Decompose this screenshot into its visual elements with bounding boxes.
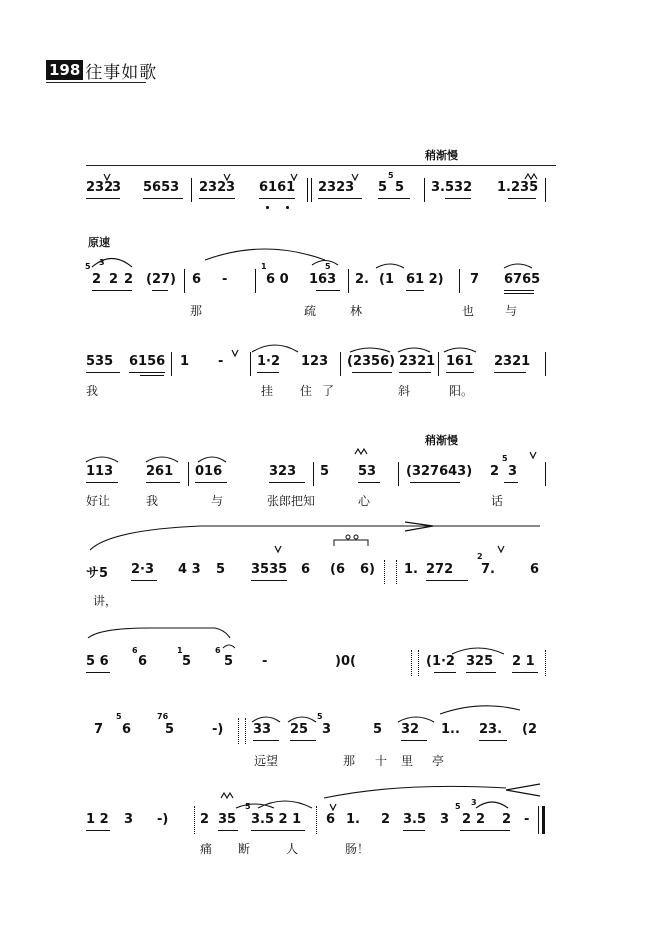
underline <box>290 740 316 741</box>
note-group: (6 <box>330 562 345 577</box>
barline <box>311 178 312 202</box>
lyric: 我 <box>86 384 99 398</box>
underline <box>140 375 164 376</box>
lyric: 亭 <box>432 754 445 768</box>
barline <box>316 806 317 834</box>
underline <box>269 482 305 483</box>
underline <box>358 482 380 483</box>
underline <box>146 482 180 483</box>
grace-note: 2 <box>477 552 483 561</box>
note-group: 5 6 <box>86 654 109 669</box>
tempo-mark: 稍渐慢 <box>425 149 458 162</box>
grace-note: 5 <box>85 262 91 271</box>
note-group: 5 <box>395 180 405 195</box>
note-group: 6 <box>301 562 311 577</box>
note-group: -) <box>212 722 224 737</box>
barline <box>418 650 419 676</box>
grace-note: 1 <box>177 646 183 655</box>
note-group: 3.5 <box>403 812 427 827</box>
underline <box>410 482 460 483</box>
note-group: 7. <box>481 562 495 577</box>
note-group: 2 <box>200 812 210 827</box>
note-group: 1 <box>180 354 190 369</box>
grace-note: 5 <box>245 802 251 811</box>
note-group: 3 <box>440 812 450 827</box>
lyric: 挂 <box>261 384 274 398</box>
page-header <box>46 59 157 81</box>
note-group: 2 <box>490 464 500 479</box>
note-group: 535 <box>86 354 114 369</box>
underline <box>466 672 496 673</box>
note-group: 323 <box>269 464 297 479</box>
note-group: 6) <box>360 562 375 577</box>
underline <box>508 198 536 199</box>
note-group: 6156 <box>129 354 166 369</box>
note-group: 4 3 <box>178 562 201 577</box>
barline <box>194 806 195 834</box>
note-group: 61 2) <box>406 272 444 287</box>
note-group: 5 <box>373 722 383 737</box>
note-group: 2323 <box>318 180 355 195</box>
lyric: 了 <box>322 384 335 398</box>
score-line-8 <box>0 768 655 938</box>
note-group: 35 <box>218 812 237 827</box>
lyric: 心 <box>358 494 371 508</box>
barline <box>245 718 246 744</box>
note-group: - <box>262 654 268 669</box>
lyric: 那 <box>343 754 356 768</box>
note-group: 113 <box>86 464 114 479</box>
note-group: 325 <box>466 654 494 669</box>
note-group: 1.235 <box>497 180 539 195</box>
note-group: 6 <box>530 562 540 577</box>
note-group: 1·2 <box>257 354 281 369</box>
lyric: 好让 <box>86 494 111 508</box>
header-rule <box>46 82 146 83</box>
lyric: 十 <box>375 754 388 768</box>
barline <box>255 269 256 293</box>
underline <box>253 740 279 741</box>
note-group: -) <box>157 812 169 827</box>
barline <box>545 352 546 376</box>
note-group: (327643) <box>406 464 473 479</box>
grace-note: 5 <box>317 712 323 721</box>
underline <box>494 372 526 373</box>
grace-note: 5 <box>455 802 461 811</box>
octave-dot <box>286 206 289 209</box>
note-group: - <box>218 354 224 369</box>
barline <box>250 352 251 376</box>
barline <box>459 269 460 293</box>
note-group: 2·3 <box>131 562 155 577</box>
grace-note: 1 <box>261 262 267 271</box>
page-number: 198 <box>46 60 83 80</box>
note-group: 2 <box>502 812 512 827</box>
lyric: 话 <box>491 494 504 508</box>
note-group: 3 <box>124 812 134 827</box>
underline <box>131 580 157 581</box>
note-group: 6 <box>192 272 202 287</box>
barline <box>348 269 349 293</box>
underline <box>251 580 287 581</box>
underline <box>259 198 295 199</box>
note-group: 161 <box>446 354 474 369</box>
barline <box>238 718 239 744</box>
underline <box>504 290 534 291</box>
underline <box>479 740 507 741</box>
lyric: 断 <box>238 842 251 856</box>
note-group: 2 <box>381 812 391 827</box>
book-title: 往事如歌 <box>85 62 158 83</box>
underline <box>445 198 471 199</box>
underline <box>406 290 424 291</box>
underline <box>401 740 427 741</box>
note-group: 6 <box>138 654 148 669</box>
note-group: 3535 <box>251 562 288 577</box>
lyric: 阳。 <box>449 384 474 398</box>
underline <box>129 372 165 373</box>
grace-note: 5 <box>116 712 122 721</box>
phrase-marks <box>0 430 655 490</box>
note-group: 2 <box>476 812 486 827</box>
barline <box>384 560 385 584</box>
note-group: - <box>222 272 228 287</box>
tempo-mark: 稍渐慢 <box>425 434 458 447</box>
underline <box>352 372 392 373</box>
underline <box>195 482 227 483</box>
note-group: 5 <box>378 180 388 195</box>
underline <box>86 482 118 483</box>
note-group: 7 <box>470 272 480 287</box>
note-group: 25 <box>290 722 309 737</box>
underline <box>86 672 110 673</box>
grace-note: 6 <box>132 646 138 655</box>
underline <box>92 290 132 291</box>
barline <box>184 269 185 293</box>
lyric: 讲， <box>93 594 118 608</box>
note-group: 261 <box>146 464 174 479</box>
barline <box>438 352 439 376</box>
octave-dot <box>266 206 269 209</box>
lyric: 肠！ <box>345 842 370 856</box>
underline <box>446 372 474 373</box>
note-group: 3 <box>112 180 122 195</box>
grace-note: 6 <box>215 646 221 655</box>
note-group: 1. <box>346 812 360 827</box>
note-group: 23. <box>479 722 503 737</box>
note-group: 123 <box>301 354 329 369</box>
note-group: 33 <box>253 722 272 737</box>
grace-note: 76 <box>157 712 169 721</box>
lyric: 与 <box>505 304 518 318</box>
barline <box>188 462 189 486</box>
final-barline <box>538 806 539 834</box>
note-group: 1 2 <box>86 812 109 827</box>
note-group: サ5 <box>86 566 109 581</box>
underline <box>434 672 456 673</box>
tempo-mark: 原速 <box>88 236 110 249</box>
note-group: 6 <box>326 812 336 827</box>
note-group: 2 1 <box>512 654 535 669</box>
lyric: 林 <box>350 304 363 318</box>
underline <box>143 198 183 199</box>
note-group: (1 <box>379 272 394 287</box>
underline <box>86 198 120 199</box>
barline <box>340 352 341 376</box>
note-group: 3.532 <box>431 180 473 195</box>
underline <box>504 293 534 294</box>
grace-note: 3 <box>99 258 105 267</box>
note-group: 2 <box>109 272 119 287</box>
note-group: 5653 <box>143 180 180 195</box>
underline <box>426 580 468 581</box>
note-group: 5 <box>165 722 175 737</box>
barline <box>398 462 399 486</box>
note-group: 53 <box>358 464 377 479</box>
underline <box>399 372 431 373</box>
note-group: (2 <box>522 722 537 737</box>
note-group: - <box>524 812 530 827</box>
note-group: 1. <box>404 562 418 577</box>
note-group: 016 <box>195 464 223 479</box>
note-group: 5 <box>320 464 330 479</box>
barline <box>171 352 172 376</box>
note-group: 3 <box>508 464 518 479</box>
barline <box>545 462 546 486</box>
note-group: (1·2 <box>426 654 455 669</box>
note-group: 232 <box>86 180 114 195</box>
note-group: 6765 <box>504 272 541 287</box>
lyric: 远望 <box>254 754 279 768</box>
underline <box>86 372 120 373</box>
note-group: (27) <box>146 272 176 287</box>
note-group: 2321 <box>399 354 436 369</box>
underline <box>86 830 110 831</box>
grace-note: 3 <box>471 798 477 807</box>
note-group: 3 <box>226 180 236 195</box>
underline <box>316 290 340 291</box>
grace-note: 5 <box>502 454 508 463</box>
underline <box>512 672 538 673</box>
lyric: 我 <box>146 494 159 508</box>
lyric: 里 <box>401 754 414 768</box>
lyric: 疏 <box>304 304 317 318</box>
barline <box>545 178 546 202</box>
note-group: (2356) <box>347 354 396 369</box>
note-group: 7 <box>94 722 104 737</box>
underline <box>460 830 510 831</box>
lyric: 与 <box>211 494 224 508</box>
note-group: 3 <box>322 722 332 737</box>
note-group: 3.5 2 1 <box>251 812 302 827</box>
grace-note: 5 <box>325 262 331 271</box>
lyric: 痛 <box>200 842 213 856</box>
note-group: 2 <box>124 272 134 287</box>
note-group: )0( <box>335 654 356 669</box>
barline <box>424 178 425 202</box>
barline <box>313 462 314 486</box>
lyric: 也 <box>462 304 475 318</box>
final-barline <box>542 806 545 834</box>
phrase-marks <box>0 768 655 838</box>
note-group: 232 <box>199 180 227 195</box>
note-group: 5 <box>216 562 226 577</box>
underline <box>251 830 305 831</box>
note-group: 2 <box>92 272 102 287</box>
barline <box>307 178 308 202</box>
note-group: 6161 <box>259 180 296 195</box>
underline <box>403 830 425 831</box>
lyric: 斜 <box>398 384 411 398</box>
underline <box>152 290 168 291</box>
underline <box>257 372 279 373</box>
note-group: 5 <box>182 654 192 669</box>
underline <box>378 198 410 199</box>
barline <box>396 560 397 584</box>
note-group: 32 <box>401 722 420 737</box>
note-group: 6 <box>122 722 132 737</box>
grace-note: 5 <box>388 171 394 180</box>
barline <box>191 178 192 202</box>
underline <box>199 198 235 199</box>
note-group: 163 <box>309 272 337 287</box>
barline <box>545 650 546 676</box>
note-group: 5 <box>224 654 234 669</box>
lyric: 人 <box>286 842 299 856</box>
underline <box>504 482 518 483</box>
note-group: 6 0 <box>266 272 289 287</box>
underline <box>318 198 362 199</box>
note-group: 272 <box>426 562 454 577</box>
note-group: 2. <box>355 272 369 287</box>
note-group: 2 <box>462 812 472 827</box>
barline <box>411 650 412 676</box>
note-group: 1.. <box>441 722 460 737</box>
lyric: 那 <box>190 304 203 318</box>
underline <box>218 830 238 831</box>
lyric: 张郎把知 <box>267 494 316 508</box>
lyric: 住 <box>300 384 313 398</box>
note-group: 2321 <box>494 354 531 369</box>
